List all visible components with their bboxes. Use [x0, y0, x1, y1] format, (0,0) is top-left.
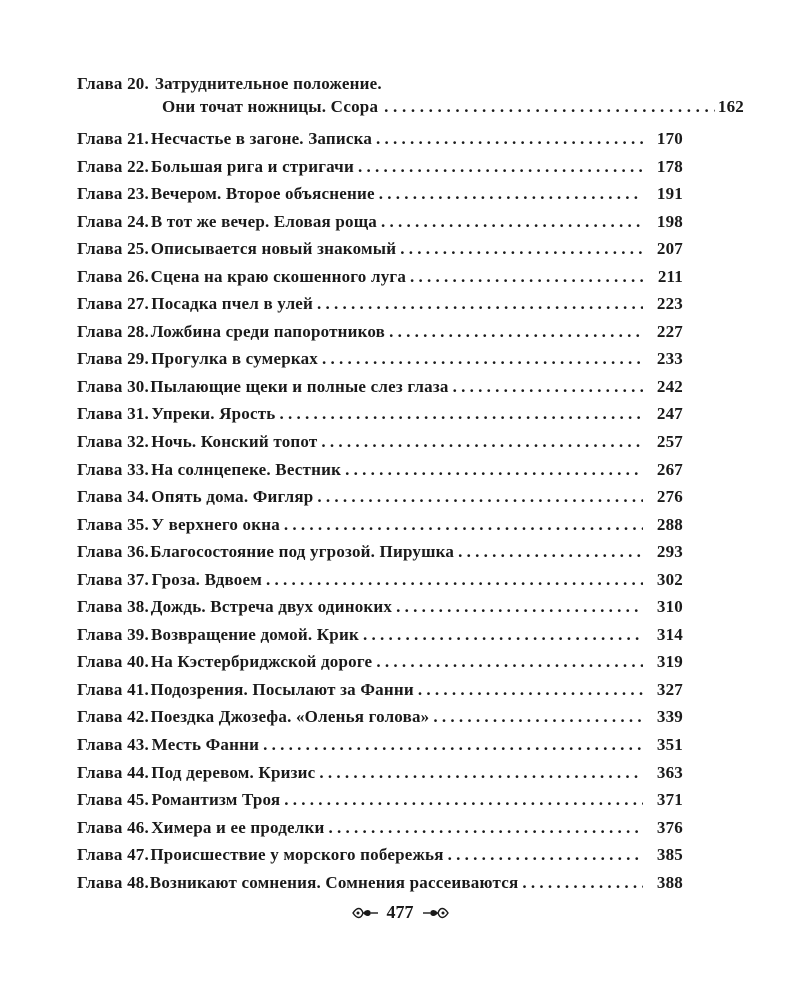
chapter-title-continued: Они точат ножницы. Ссора — [162, 97, 379, 116]
chapter-number: Глава 26. — [77, 266, 149, 286]
dot-leader — [376, 652, 643, 672]
toc-entry — [77, 680, 683, 708]
chapter-number: Глава 21. — [77, 129, 149, 148]
toc-entry — [77, 487, 683, 515]
chapter-number: Глава 29. — [77, 349, 149, 369]
toc-entry — [77, 294, 683, 322]
toc-entry — [77, 432, 683, 460]
chapter-title: Гроза. Вдвоем — [151, 569, 262, 589]
toc-entry — [77, 625, 683, 653]
dot-leader — [522, 873, 643, 893]
chapter-number: Глава 37. — [77, 569, 149, 589]
chapter-number: Глава 24. — [77, 211, 149, 231]
chapter-title: Дождь. Встреча двух одиноких — [150, 597, 393, 617]
page-number: 170 — [656, 129, 683, 148]
toc-entry — [77, 184, 683, 212]
dot-leader — [284, 790, 643, 810]
page-number: 351 — [656, 735, 683, 755]
toc-entry-20-continuation — [77, 97, 744, 129]
chapter-title: Поездка Джозефа. «Оленья голова» — [150, 707, 430, 727]
page-number: 233 — [656, 349, 683, 369]
toc-entry — [77, 129, 683, 157]
page-number: 227 — [656, 321, 683, 341]
page-number: 191 — [656, 184, 683, 204]
dot-leader — [396, 597, 643, 617]
chapter-number: Глава 39. — [77, 624, 149, 644]
toc-entry — [77, 157, 683, 185]
dot-leader — [389, 322, 643, 342]
toc-entry — [77, 515, 683, 543]
page-number: 211 — [657, 266, 683, 286]
table-of-contents — [77, 74, 744, 900]
chapter-number: Глава 38. — [77, 597, 149, 617]
dot-leader — [322, 349, 643, 369]
toc-entry — [77, 322, 683, 350]
dot-leader — [345, 460, 643, 480]
page-number: 257 — [656, 432, 683, 452]
page-number: 314 — [656, 624, 683, 644]
page-number: 178 — [656, 156, 683, 176]
chapter-number: Глава 43. — [77, 735, 149, 755]
dot-leader — [329, 818, 643, 838]
chapter-title: Несчастье в загоне. Записка — [150, 129, 373, 148]
toc-entry — [77, 460, 683, 488]
dot-leader — [321, 432, 643, 452]
chapter-number: Глава 45. — [77, 790, 149, 810]
chapter-title: Пылающие щеки и полные слез глаза — [150, 376, 449, 396]
chapter-number: Глава 47. — [77, 845, 149, 865]
dot-leader — [363, 625, 643, 645]
page-number: 276 — [656, 487, 683, 507]
dot-leader — [279, 404, 643, 424]
dot-leader — [453, 377, 643, 397]
chapter-number: Глава 33. — [77, 459, 149, 479]
chapter-title: Химера и ее проделки — [151, 817, 325, 837]
chapter-title: Возвращение домой. Крик — [150, 624, 359, 644]
chapter-number: Глава 48. — [77, 872, 149, 892]
chapter-title: Упреки. Ярость — [151, 404, 276, 424]
chapter-number: Глава 46. — [77, 817, 149, 837]
chapter-number: Глава 44. — [77, 762, 149, 782]
page-number: 198 — [656, 211, 683, 231]
chapter-title: Происшествие у морского побережья — [150, 845, 444, 865]
dot-leader — [418, 680, 643, 700]
chapter-title: У верхнего окна — [151, 514, 280, 534]
page-number: 327 — [656, 679, 683, 699]
chapter-number: Глава 32. — [77, 432, 149, 452]
chapter-title: Ложбина среди папоротников — [150, 321, 386, 341]
toc-entry — [77, 570, 683, 598]
dot-leader — [379, 184, 643, 204]
page-number: 388 — [656, 872, 683, 892]
chapter-title: На солнцепеке. Вестник — [151, 459, 342, 479]
chapter-title: Возникают сомнения. Сомнения рассеиваются — [149, 872, 519, 892]
dot-leader — [433, 707, 643, 727]
dot-leader — [319, 763, 643, 783]
chapter-title: Описывается новый знакомый — [150, 239, 397, 259]
chapter-number: Глава 22. — [77, 156, 149, 176]
toc-entries — [77, 129, 683, 900]
toc-entry — [77, 818, 683, 846]
toc-entry — [77, 763, 683, 791]
chapter-number: Глава 30. — [77, 376, 149, 396]
chapter-title: Романтизм Троя — [151, 790, 281, 810]
toc-entry — [77, 377, 683, 405]
chapter-title: Ночь. Конский топот — [151, 432, 318, 452]
page-number: 162 — [717, 97, 744, 116]
page-number: 339 — [656, 707, 683, 727]
page-number: 293 — [656, 542, 683, 562]
dot-leader — [263, 735, 643, 755]
chapter-number: Глава 41. — [77, 679, 149, 699]
dot-leader — [376, 129, 643, 149]
toc-entry — [77, 267, 683, 295]
page-footer — [0, 902, 800, 923]
chapter-number: Глава 42. — [77, 707, 149, 727]
chapter-title: Под деревом. Кризис — [151, 762, 316, 782]
page-number: 267 — [656, 459, 683, 479]
dot-leader — [381, 212, 643, 232]
chapter-title: Прогулка в сумерках — [151, 349, 318, 369]
toc-entry — [77, 349, 683, 377]
dot-leader — [266, 570, 643, 590]
folio: 477 — [386, 902, 414, 922]
dot-leader — [384, 97, 715, 117]
toc-entry — [77, 404, 683, 432]
chapter-number: Глава 27. — [77, 294, 149, 314]
chapter-number: Глава 25. — [77, 239, 149, 259]
chapter-number: Глава 35. — [77, 514, 149, 534]
dot-leader — [410, 267, 643, 287]
chapter-number: Глава 31. — [77, 404, 149, 424]
toc-entry — [77, 652, 683, 680]
chapter-number: Глава 28. — [77, 321, 149, 341]
chapter-title: На Кэстербриджской дороге — [150, 652, 373, 672]
dot-leader — [317, 487, 643, 507]
page-number: 385 — [656, 845, 683, 865]
page-number: 223 — [656, 294, 683, 314]
floral-ornament-icon — [422, 905, 450, 921]
dot-leader — [358, 157, 643, 177]
chapter-number: Глава 36. — [77, 542, 149, 562]
page-number: 247 — [656, 404, 683, 424]
page-number: 319 — [656, 652, 683, 672]
dot-leader — [317, 294, 643, 314]
dot-leader — [448, 845, 643, 865]
toc-entry — [77, 873, 683, 901]
chapter-title: В тот же вечер. Еловая роща — [150, 211, 377, 231]
page-number: 207 — [656, 239, 683, 259]
page-number: 371 — [656, 790, 683, 810]
chapter-title: Благосостояние под угрозой. Пирушка — [150, 542, 455, 562]
page-number: 302 — [656, 569, 683, 589]
toc-entry — [77, 790, 683, 818]
page-number: 363 — [656, 762, 683, 782]
chapter-title: Большая рига и стригачи — [150, 156, 354, 176]
toc-entry — [77, 707, 683, 735]
chapter-number: Глава 34. — [77, 487, 149, 507]
toc-entry-20 — [77, 74, 683, 97]
page-number: 288 — [656, 514, 683, 534]
chapter-title: Сцена на краю скошенного луга — [150, 266, 407, 286]
page-number: 376 — [656, 817, 683, 837]
toc-entry — [77, 597, 683, 625]
toc-entry — [77, 845, 683, 873]
chapter-title: Опять дома. Фигляр — [151, 487, 314, 507]
chapter-title: Посадка пчел в улей — [151, 294, 314, 314]
page-number: 310 — [656, 597, 683, 617]
chapter-title: Месть Фанни — [151, 735, 260, 755]
toc-entry — [77, 212, 683, 240]
toc-entry — [77, 239, 683, 267]
floral-ornament-icon — [351, 905, 379, 921]
chapter-number: Глава 20. — [77, 74, 149, 93]
dot-leader — [400, 239, 643, 259]
page-number: 242 — [656, 376, 683, 396]
chapter-number: Глава 40. — [77, 652, 149, 672]
dot-leader — [458, 542, 643, 562]
toc-entry — [77, 735, 683, 763]
chapter-title: Затруднительное положение. — [154, 74, 382, 93]
chapter-title: Вечером. Второе объяснение — [150, 184, 375, 204]
dot-leader — [284, 515, 643, 535]
chapter-number: Глава 23. — [77, 184, 149, 204]
toc-entry — [77, 542, 683, 570]
chapter-title: Подозрения. Посылают за Фанни — [150, 679, 414, 699]
